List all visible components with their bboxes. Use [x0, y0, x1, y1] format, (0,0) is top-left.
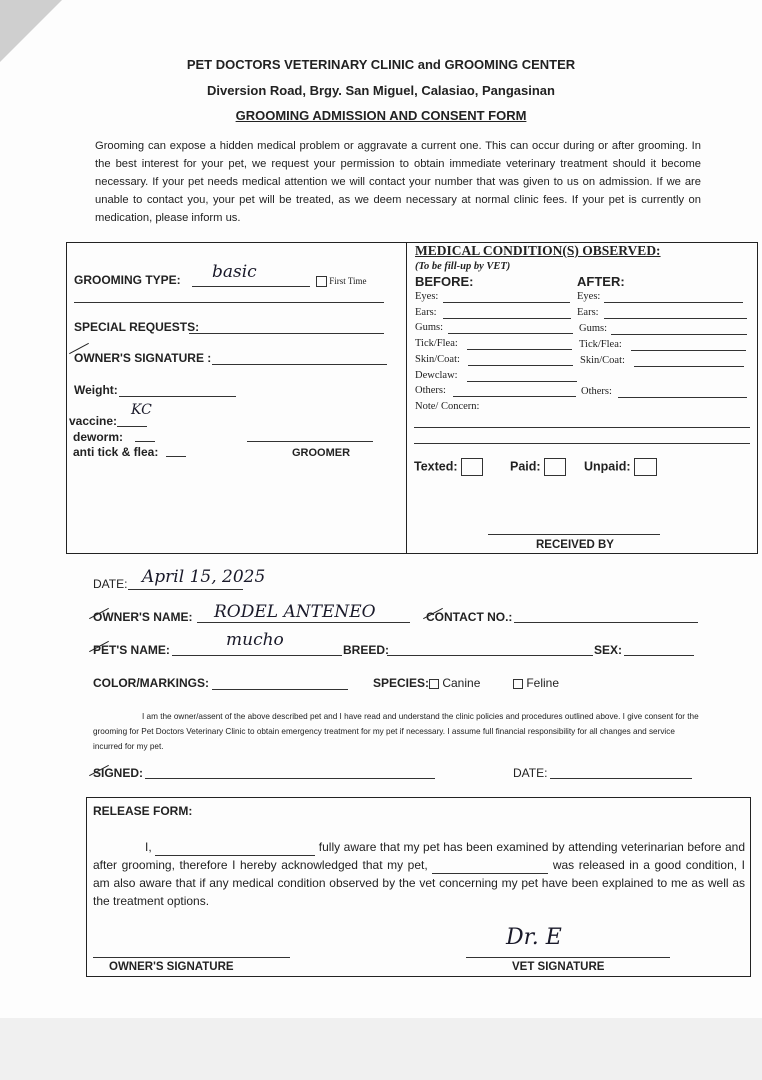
paid-label: Paid:	[510, 459, 541, 474]
grooming-type-field[interactable]	[192, 272, 310, 287]
after-eyes-label: Eyes:	[577, 291, 601, 302]
signed-date-label: DATE:	[513, 766, 548, 780]
after-others-row	[581, 386, 612, 397]
paid-checkbox[interactable]	[544, 458, 566, 476]
before-skin-row	[415, 354, 460, 365]
release-owner-signature-field[interactable]	[93, 957, 290, 958]
received-by-field[interactable]	[488, 534, 660, 535]
first-time-checkbox[interactable]	[316, 276, 327, 287]
canine-option[interactable]	[429, 676, 480, 690]
anti-tick-field[interactable]	[166, 444, 186, 457]
vet-signature-label: VET SIGNATURE	[512, 961, 605, 973]
contact-label: CONTACT NO.:	[426, 610, 513, 624]
release-owner-signature-label: OWNER'S SIGNATURE	[109, 961, 234, 973]
before-eyes-label: Eyes:	[415, 291, 439, 302]
before-dewclaw-label: Dewclaw:	[415, 370, 458, 381]
after-label: AFTER:	[577, 274, 625, 289]
intro-paragraph: Grooming can expose a hidden medical problem or aggravate a current one. This can occur during or after grooming. In the best interest for your pet, we request your permission to obtain immediate veterinary treatment should it become necessary. If your pet needs medical attention we will contact your number that was given to us on admission. If we are unable to contact you, your pet will be treated, as we deem necessary at normal clinic fees. If your pet is currently on medication, please inform us.	[95, 140, 701, 224]
before-others-label: Others:	[415, 385, 446, 396]
after-gums-label: Gums:	[579, 323, 608, 334]
before-gums-row	[415, 322, 443, 333]
species-label: SPECIES:	[373, 676, 430, 690]
before-others-field[interactable]	[453, 396, 576, 397]
grooming-type-label: GROOMING TYPE:	[74, 273, 181, 287]
owner-signature-field[interactable]	[212, 351, 387, 365]
first-time-label: First Time	[329, 276, 367, 286]
before-ears-field[interactable]	[443, 318, 571, 319]
after-tick-row	[579, 339, 622, 350]
breed-label: BREED:	[343, 643, 390, 657]
after-tick-label: Tick/Flea:	[579, 339, 622, 350]
paid-option[interactable]	[510, 458, 566, 476]
owner-signature-label: OWNER'S SIGNATURE :	[74, 351, 212, 365]
deworm-field[interactable]	[135, 429, 155, 442]
special-requests-label: SPECIAL REQUESTS:	[74, 320, 200, 334]
before-dewclaw-field[interactable]	[467, 381, 577, 382]
special-requests-field[interactable]	[189, 320, 384, 334]
weight-label: Weight:	[74, 383, 118, 397]
vaccine-value[interactable]: KC	[131, 402, 152, 418]
after-ears-label: Ears:	[577, 307, 599, 318]
vet-signature-value[interactable]: Dr. E	[506, 925, 562, 950]
texted-checkbox[interactable]	[461, 458, 483, 476]
after-eyes-field[interactable]	[604, 302, 743, 303]
before-skin-label: Skin/Coat:	[415, 354, 460, 365]
before-ears-row	[415, 307, 437, 318]
feline-checkbox[interactable]	[513, 679, 523, 689]
before-ears-label: Ears:	[415, 307, 437, 318]
date-label: DATE:	[93, 577, 128, 591]
signed-field[interactable]	[145, 778, 435, 779]
date-field[interactable]	[128, 589, 243, 590]
before-eyes-field[interactable]	[443, 302, 570, 303]
unpaid-option[interactable]	[584, 458, 657, 476]
clinic-address: Diversion Road, Brgy. San Miguel, Calasiao, Pangasinan	[207, 83, 555, 98]
note-line-1[interactable]	[414, 427, 750, 428]
release-pet-name-field[interactable]	[432, 860, 548, 874]
note-line-2[interactable]	[414, 443, 750, 444]
release-text-2: fully aware that my pet has been examined by attending veterinarian before and after grooming, therefore I hereby acknowledged that my pet,	[93, 840, 745, 872]
before-tick-field[interactable]	[467, 349, 572, 350]
owner-name-field[interactable]	[197, 622, 410, 623]
contact-field[interactable]	[514, 622, 698, 623]
before-skin-field[interactable]	[468, 365, 573, 366]
anti-tick-label: anti tick & flea:	[73, 445, 159, 459]
consent-paragraph: I am the owner/assent of the above described pet and I have read and understand the clinic policies and procedures outlined above. I give consent for the grooming for Pet Doctors Veterinary Clinic to obtain emergency treatment for my pet if necessary. I assume full financial responsibility for all changes and service incurred for my pet.	[93, 712, 699, 751]
deworm-label: deworm:	[73, 430, 124, 444]
after-others-label: Others:	[581, 386, 612, 397]
owner-name-label: OWNER'S NAME:	[93, 610, 193, 624]
after-eyes-row	[577, 291, 600, 302]
before-tick-row	[415, 338, 458, 349]
after-others-field[interactable]	[618, 397, 747, 398]
weight-field[interactable]	[119, 383, 236, 397]
note-concern-label: Note/ Concern:	[415, 401, 480, 412]
owner-name-value[interactable]: RODEL ANTENEO	[214, 602, 376, 622]
groomer-label: GROOMER	[292, 447, 351, 459]
before-eyes-row	[415, 291, 438, 302]
grooming-type-value[interactable]: basic	[212, 262, 257, 282]
medical-condition-title: MEDICAL CONDITION(S) OBSERVED:	[415, 243, 661, 258]
after-skin-field[interactable]	[634, 366, 744, 367]
grooming-type-extra-line[interactable]	[74, 302, 384, 303]
sex-field[interactable]	[624, 655, 694, 656]
release-text-3: was released in a good condition, I am also aware that if any medical condition observed by the vet concerning my pet have been explained to me as well as the treatment options.	[93, 858, 745, 908]
page-bottom-shadow	[0, 1018, 762, 1080]
pet-name-value[interactable]: mucho	[226, 630, 284, 650]
color-markings-field[interactable]	[212, 689, 348, 690]
pet-name-label: PET'S NAME:	[93, 643, 170, 657]
feline-option[interactable]	[513, 676, 559, 690]
before-tick-label: Tick/Flea:	[415, 338, 458, 349]
after-ears-row	[577, 307, 599, 318]
after-gums-row	[579, 323, 607, 334]
before-gums-label: Gums:	[415, 322, 444, 333]
feline-label: Feline	[526, 676, 560, 690]
after-skin-row	[580, 355, 625, 366]
main-box	[66, 242, 758, 554]
page-fold-corner	[0, 0, 62, 62]
canine-label: Canine	[442, 676, 481, 690]
main-box-divider	[406, 242, 407, 554]
groomer-signature-field[interactable]	[247, 441, 373, 442]
release-form-text	[93, 838, 745, 910]
release-form-title: RELEASE FORM:	[93, 804, 193, 818]
signed-label: SIGNED:	[93, 766, 144, 780]
after-ears-field[interactable]	[604, 318, 747, 319]
after-gums-field[interactable]	[611, 334, 747, 335]
unpaid-label: Unpaid:	[584, 459, 631, 474]
date-value[interactable]: April 15, 2025	[142, 567, 266, 587]
canine-checkbox[interactable]	[429, 679, 439, 689]
after-skin-label: Skin/Coat:	[580, 355, 625, 366]
clinic-name: PET DOCTORS VETERINARY CLINIC and GROOMING CENTER	[186, 57, 576, 72]
texted-label: Texted:	[414, 459, 458, 474]
before-label: BEFORE:	[415, 274, 474, 289]
first-time-option[interactable]	[316, 276, 367, 287]
after-tick-field[interactable]	[631, 350, 746, 351]
medical-condition-subtitle: (To be fill-up by VET)	[415, 261, 511, 272]
unpaid-checkbox[interactable]	[634, 458, 657, 476]
before-gums-field[interactable]	[448, 333, 573, 334]
sex-label: SEX:	[594, 643, 623, 657]
received-by-label: RECEIVED BY	[536, 539, 614, 551]
vaccine-label: vaccine:	[69, 414, 118, 428]
color-markings-label: COLOR/MARKINGS:	[93, 676, 209, 690]
before-others-row	[415, 385, 446, 396]
pet-name-field[interactable]	[172, 655, 342, 656]
release-owner-name-field[interactable]	[155, 842, 315, 856]
signed-date-field[interactable]	[550, 778, 692, 779]
vaccine-field[interactable]	[117, 414, 147, 427]
before-dewclaw-row	[415, 370, 458, 381]
texted-option[interactable]	[414, 458, 483, 476]
vet-signature-field[interactable]	[466, 957, 670, 958]
release-text-1: I,	[145, 840, 152, 854]
breed-field[interactable]	[387, 655, 593, 656]
form-title: GROOMING ADMISSION AND CONSENT FORM	[235, 108, 527, 123]
